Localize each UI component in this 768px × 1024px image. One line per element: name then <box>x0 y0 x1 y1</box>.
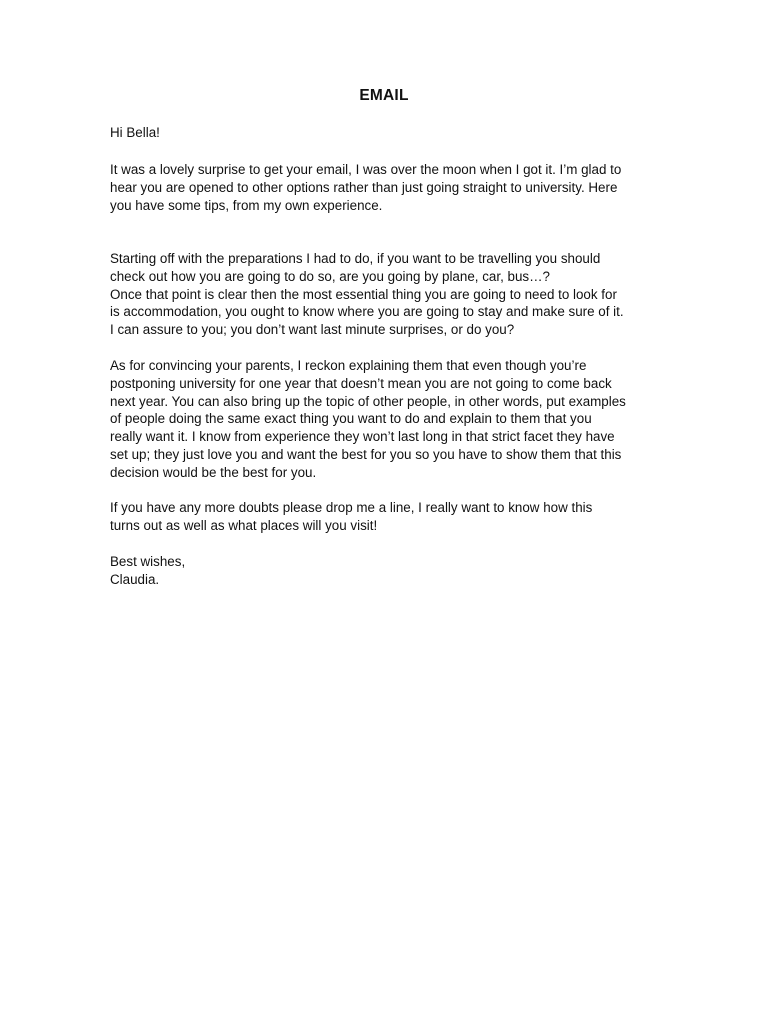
paragraph-4 <box>110 499 662 535</box>
paragraph-line: hear you are opened to other options rather than just going straight to university. Here <box>110 179 618 195</box>
paragraph-line: Starting off with the preparations I had to do, if you want to be travelling you should <box>110 251 601 266</box>
greeting: Hi Bella! <box>110 125 160 140</box>
paragraph-line: check out how you are going to do so, are you going by plane, car, bus…? <box>110 268 550 284</box>
paragraph-line: As for convincing your parents, I reckon explaining them that even though you’re <box>110 358 587 373</box>
sign-off: Best wishes, <box>110 554 186 569</box>
paragraph-2 <box>110 250 662 339</box>
closing <box>110 553 662 589</box>
paragraph-1 <box>110 161 662 214</box>
paragraph-line: of people doing the same exact thing you want to do and explain to them that you <box>110 411 592 427</box>
paragraph-line: you have some tips, from my own experience. <box>110 197 383 213</box>
paragraph-line: turns out as well as what places will you visit! <box>110 517 378 533</box>
paragraph-3 <box>110 357 662 482</box>
paragraph-line: really want it. I know from experience they won’t last long in that strict facet they have <box>110 429 615 445</box>
paragraph-line: decision would be the best for you. <box>110 464 317 480</box>
paragraph-line: postponing university for one year that doesn’t mean you are not going to come back <box>110 375 612 391</box>
paragraph-line: set up; they just love you and want the best for you so you have to show them that this <box>110 446 622 462</box>
paragraph-line: next year. You can also bring up the topic of other people, in other words, put examples <box>110 393 626 409</box>
paragraph-line: It was a lovely surprise to get your email, I was over the moon when I got it. I’m glad to <box>110 162 622 177</box>
page-title: EMAIL <box>359 87 409 104</box>
signature: Claudia. <box>110 571 160 587</box>
paragraph-line: If you have any more doubts please drop me a line, I really want to know how this <box>110 500 593 515</box>
paragraph-line: Once that point is clear then the most essential thing you are going to need to look for <box>110 286 617 302</box>
paragraph-line: is accommodation, you ought to know where you are going to stay and make sure of it. <box>110 304 624 320</box>
paragraph-line: I can assure to you; you don’t want last minute surprises, or do you? <box>110 322 515 338</box>
